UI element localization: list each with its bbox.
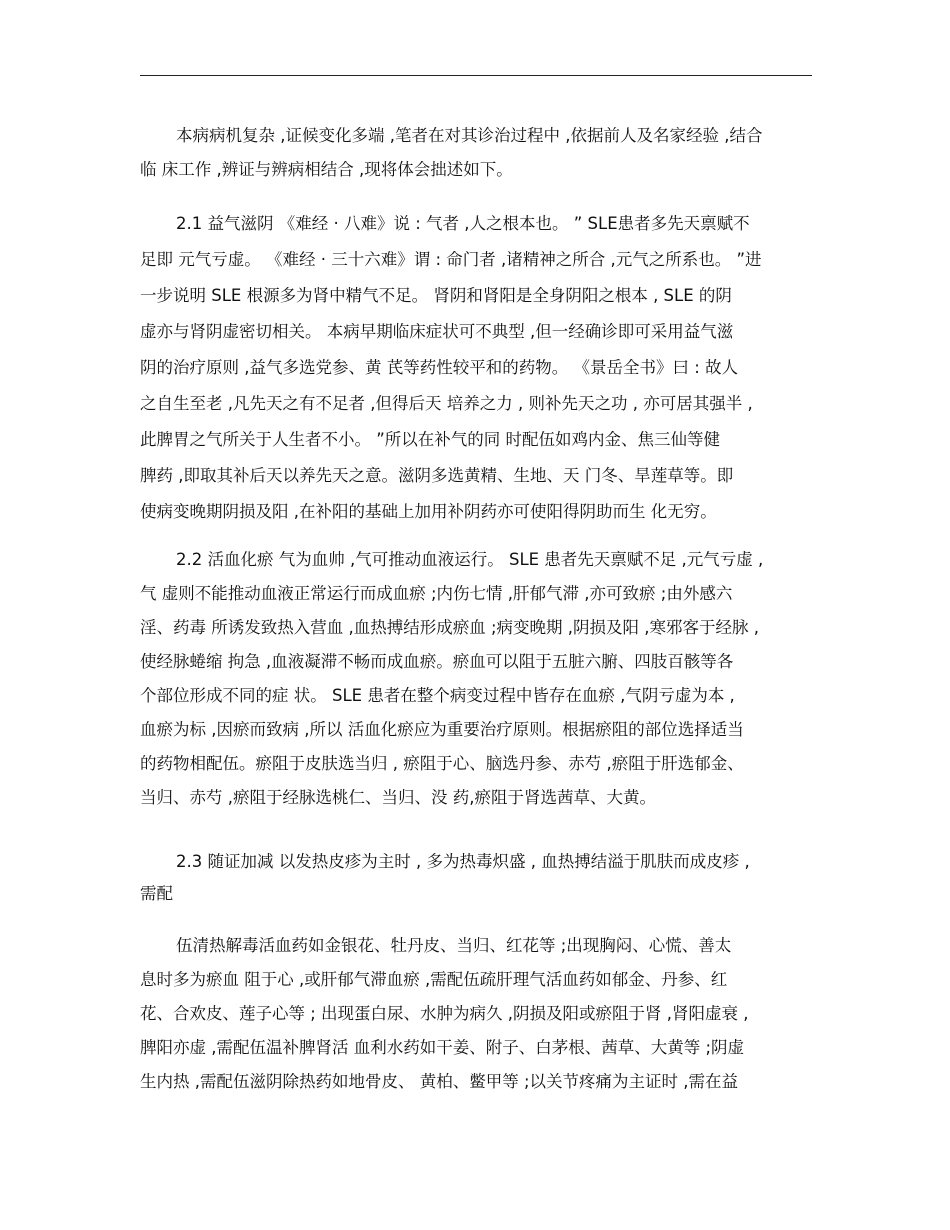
text-line: 当归、赤芍 ,瘀阻于经脉选桃仁、当归、没 药,瘀阻于肾选茜草、大黄。 xyxy=(140,788,656,807)
text-line: 使病变晚期阴损及阳 ,在补阳的基础上加用补阴药亦可使阳得阴助而生 化无穷。 xyxy=(140,502,717,521)
text-line: 生内热 ,需配伍滋阴除热药如地骨皮、 黄柏、鳖甲等 ;以关节疼痛为主证时 ,需在益 xyxy=(140,1072,739,1091)
text-line: 临 床工作 ,辨证与辨病相结合 ,现将体会拙述如下。 xyxy=(140,160,513,179)
text-line: 个部位形成不同的症 状。 SLE 患者在整个病变过程中皆存在血瘀 ,气阴亏虚为本 , xyxy=(140,686,735,705)
text-line: 伍清热解毒活血药如金银花、牡丹皮、当归、红花等 ;出现胸闷、心慌、善太 xyxy=(176,936,732,955)
text-line: 一步说明 SLE 根源多为肾中精气不足。 肾阴和肾阳是全身阴阳之根本 , SLE 的阴 xyxy=(140,286,732,305)
text-line: 2.3 随证加减 以发热皮疹为主时 , 多为热毒炽盛 , 血热搏结溢于肌肤而成皮疹 , xyxy=(176,852,750,871)
text-line: 淫、药毒 所诱发致热入营血 ,血热搏结形成瘀血 ;病变晚期 ,阴损及阳 ,寒邪客于经脉 , xyxy=(140,618,760,637)
text-line: 脾阳亦虚 ,需配伍温补脾肾活 血利水药如干姜、附子、白茅根、茜草、大黄等 ;阴虚 xyxy=(140,1038,745,1057)
text-line: 此脾胃之气所关于人生者不小。 ”所以在补气的同 时配伍如鸡内金、焦三仙等健 xyxy=(140,430,721,449)
text-line: 脾药 ,即取其补后天以养先天之意。滋阴多选黄精、生地、天 门冬、旱莲草等。即 xyxy=(140,466,734,485)
text-line: 气 虚则不能推动血液正常运行而成血瘀 ;内伤七情 ,肝郁气滞 ,亦可致瘀 ;由外感六 xyxy=(140,584,733,603)
text-line: 花、合欢皮、莲子心等 ; 出现蛋白尿、水肿为病久 ,阴损及阳或瘀阻于肾 ,肾阳虚衰 , xyxy=(140,1004,749,1023)
text-line: 足即 元气亏虚。 《难经 · 三十六难》谓 : 命门者 ,诸精神之所合 ,元气之所系也。 ”进 xyxy=(140,250,762,269)
text-line: 之自生至老 ,凡先天之有不足者 ,但得后天 培养之力 , 则补先天之功 , 亦可居其强半 , xyxy=(140,394,753,413)
text-line: 使经脉蜷缩 拘急 ,血液凝滞不畅而成血瘀。瘀血可以阻于五脏六腑、四肢百骸等各 xyxy=(140,652,734,671)
text-line: 2.2 活血化瘀 气为血帅 ,气可推动血液运行。 SLE 患者先天禀赋不足 ,元气亏虚 , xyxy=(176,550,764,569)
text-line: 的药物相配伍。瘀阻于皮肤选当归 , 瘀阻于心、脑选丹参、赤芍 ,瘀阻于肝选郁金、 xyxy=(140,754,744,773)
text-line: 血瘀为标 ,因瘀而致病 ,所以 活血化瘀应为重要治疗原则。根据瘀阻的部位选择适当 xyxy=(140,720,744,739)
text-line: 2.1 益气滋阴 《难经 · 八难》说 : 气者 ,人之根本也。 ” SLE患者多先天禀赋不 xyxy=(176,214,750,233)
text-line: 虚亦与肾阴虚密切相关。 本病早期临床症状可不典型 ,但一经确诊即可采用益气滋 xyxy=(140,322,734,341)
text-line: 需配 xyxy=(140,884,173,903)
header-rule xyxy=(140,75,812,76)
text-line: 息时多为瘀血 阻于心 ,或肝郁气滞血瘀 ,需配伍疏肝理气活血药如郁金、丹参、红 xyxy=(140,970,728,989)
text-line: 阴的治疗原则 ,益气多选党参、黄 芪等药性较平和的药物。 《景岳全书》曰 : 故人 xyxy=(140,358,739,377)
text-line: 本病病机复杂 ,证候变化多端 ,笔者在对其诊治过程中 ,依据前人及名家经验 ,结合 xyxy=(176,126,763,145)
